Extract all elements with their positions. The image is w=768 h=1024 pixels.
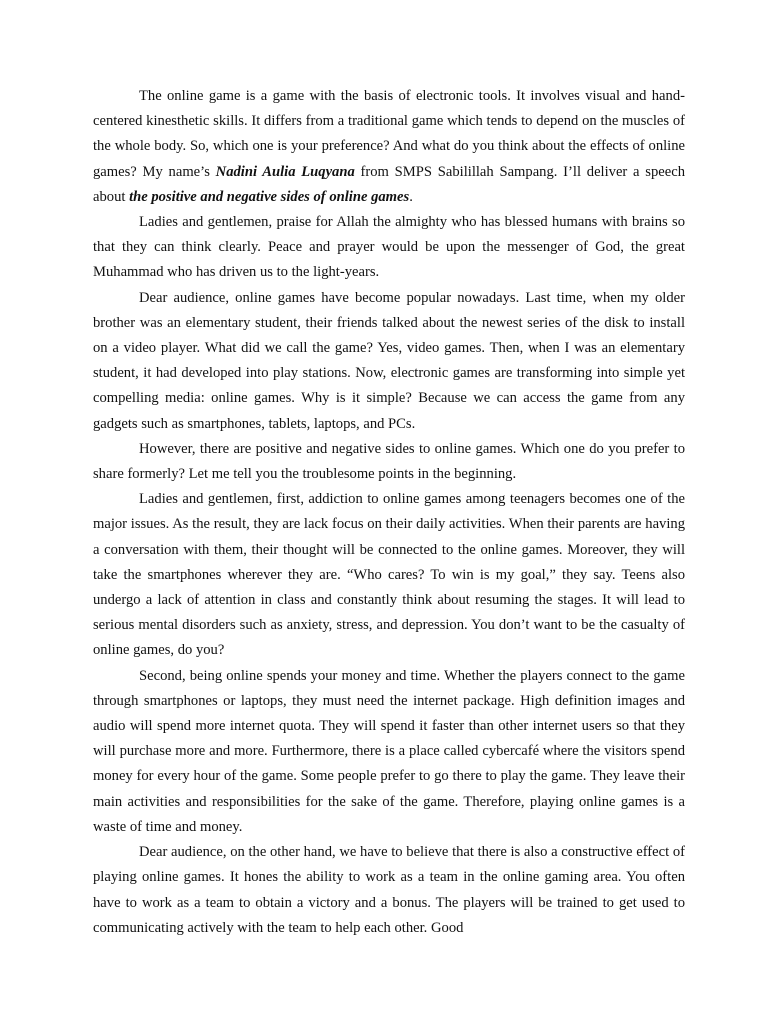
speech-topic: the positive and negative sides of online games	[129, 188, 410, 205]
speech-text	[93, 84, 685, 941]
intro-text-school: from SMPS Sabilillah Sampang. I’ll deliver a speech about	[93, 163, 685, 205]
paragraph-greeting: Ladies and gentlemen, praise for Allah the almighty who has blessed humans with brains so that they can think clearly. Peace and prayer would be upon the messenger of God, the great Muhammad who has driven us to the light-years.	[93, 214, 685, 281]
paragraph-addiction: Ladies and gentlemen, first, addiction to online games among teenagers becomes one of the major issues. As the result, they are lack focus on their daily activities. When their parents are having a conversation with them, their thought will be connected to the online games. Moreover, they will take the smartphones wherever they are. “Who cares? To win is my goal,” they say. Teens also undergo a lack of attention in class and constantly think about resuming the stages. It will lead to serious mental disorders such as anxiety, stress, and depression. You don’t want to be the casualty of online games, do you?	[93, 491, 685, 659]
paragraph-history: Dear audience, online games have become popular nowadays. Last time, when my older brother was an elementary student, their friends talked about the newest series of the disk to install on a video player. What did we call the game? Yes, video games. Then, when I was an elementary student, it had developed into play stations. Now, electronic games are transforming into simple yet compelling media: online games. Why is it simple? Because we can access the game from any gadgets such as smartphones, tablets, laptops, and PCs.	[93, 289, 685, 432]
paragraph-teamwork: Dear audience, on the other hand, we have to believe that there is also a constructive effect of playing online games. It hones the ability to work as a team in the online gaming area. You often have to work as a team to obtain a victory and a bonus. The players will be trained to get used to communicating actively with the team to help each other. Good	[93, 844, 685, 936]
paragraph-intro	[93, 84, 685, 210]
intro-text-end: .	[409, 188, 413, 205]
speaker-name: Nadini Aulia Luqyana	[215, 163, 355, 180]
paragraph-transition: However, there are positive and negative sides to online games. Which one do you prefer to share formerly? Let me tell you the troublesome points in the beginning.	[93, 440, 685, 483]
paragraph-money-time: Second, being online spends your money and time. Whether the players connect to the game through smartphones or laptops, they must need the internet package. High definition images and audio will spend more internet quota. They will spend it faster than other internet users so that they will purchase more and more. Furthermore, there is a place called cybercafé where the visitors spend money for every hour of the game. Some people prefer to go there to play the game. They leave their main activities and responsibilities for the sake of the game. Therefore, playing online games is a waste of time and money.	[93, 667, 685, 835]
intro-text: The online game is a game with the basis of electronic tools. It involves visual and hand-centered kinesthetic skills. It differs from a traditional game which tends to depend on the muscles of the whole body. So, which one is your preference? And what do you think about the effects of online games? My name’s	[93, 88, 685, 180]
